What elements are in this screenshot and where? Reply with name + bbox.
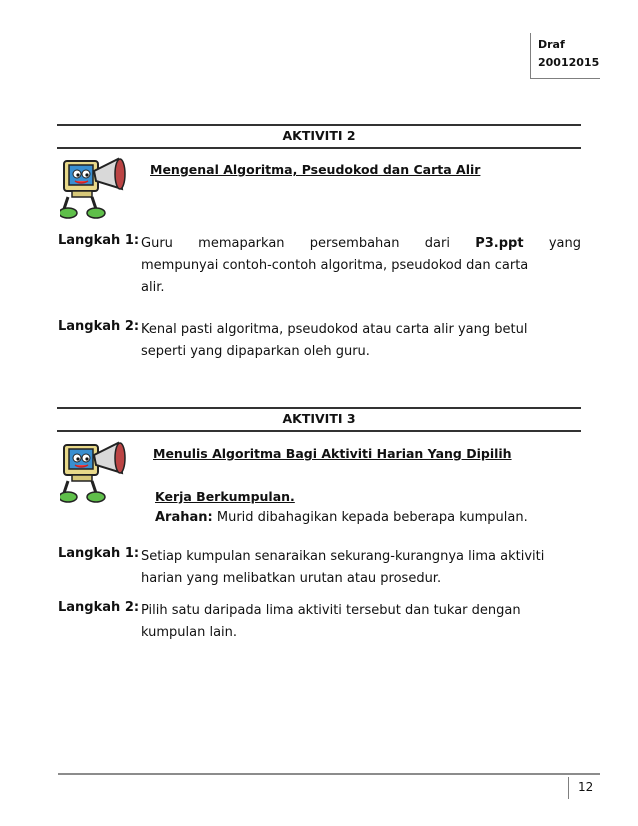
activity2-step1-line1-post: yang bbox=[548, 236, 581, 251]
draft-date: 20012015 bbox=[538, 56, 600, 69]
group-work-heading: Kerja Berkumpulan. bbox=[155, 489, 295, 504]
activity2-step1-label: Langkah 1: bbox=[58, 233, 140, 248]
rule-bottom-activity3 bbox=[57, 430, 581, 432]
activity2-step2-line1: Kenal pasti algoritma, pseudokod atau carta alir yang betul bbox=[141, 322, 528, 337]
activity2-title: AKTIVITI 2 bbox=[282, 128, 356, 143]
page-number: 12 bbox=[568, 777, 600, 799]
instruction-text: Murid dibahagikan kepada beberapa kumpulan. bbox=[216, 510, 528, 525]
activity3-step1-line2: harian yang melibatkan urutan atau prosedur. bbox=[141, 571, 442, 586]
activity2-step1-line3: alir. bbox=[141, 280, 165, 295]
activity3-step1-line1: Setiap kumpulan senaraikan sekurang-kurangnya lima aktiviti bbox=[141, 549, 545, 564]
rule-bottom-activity2 bbox=[57, 147, 581, 149]
activity2-step1-line2: mempunyai contoh-contoh algoritma, pseudokod dan carta bbox=[141, 258, 529, 273]
activity3-title: AKTIVITI 3 bbox=[282, 411, 356, 426]
rule-top-activity3 bbox=[57, 407, 581, 409]
activity3-subtitle: Menulis Algoritma Bagi Aktiviti Harian Yang Dipilih bbox=[153, 446, 512, 461]
activity2-step1-line1 bbox=[141, 233, 581, 255]
draft-label: Draf bbox=[538, 38, 565, 51]
footer-rule bbox=[58, 773, 600, 775]
instruction-line bbox=[155, 507, 528, 529]
activity3-step2-line2: kumpulan lain. bbox=[141, 625, 238, 640]
computer-megaphone-mascot-icon bbox=[60, 437, 132, 507]
activity3-step2-label: Langkah 2: bbox=[58, 600, 140, 615]
instruction-label: Arahan: bbox=[155, 510, 213, 525]
draft-stamp bbox=[530, 33, 600, 79]
activity2-step2-line2: seperti yang dipaparkan oleh guru. bbox=[141, 344, 370, 359]
activity2-step1-line1-pre: Guru memaparkan persembahan dari bbox=[141, 236, 450, 251]
activity2-subtitle: Mengenal Algoritma, Pseudokod dan Carta Alir bbox=[150, 162, 481, 177]
rule-top-activity2 bbox=[57, 124, 581, 126]
activity3-step1-label: Langkah 1: bbox=[58, 546, 140, 561]
computer-megaphone-mascot-icon bbox=[60, 153, 132, 223]
activity2-step2-label: Langkah 2: bbox=[58, 319, 140, 334]
activity3-step2-line1: Pilih satu daripada lima aktiviti tersebut dan tukar dengan bbox=[141, 603, 521, 618]
activity2-step1-file-ref: P3.ppt bbox=[475, 236, 524, 251]
